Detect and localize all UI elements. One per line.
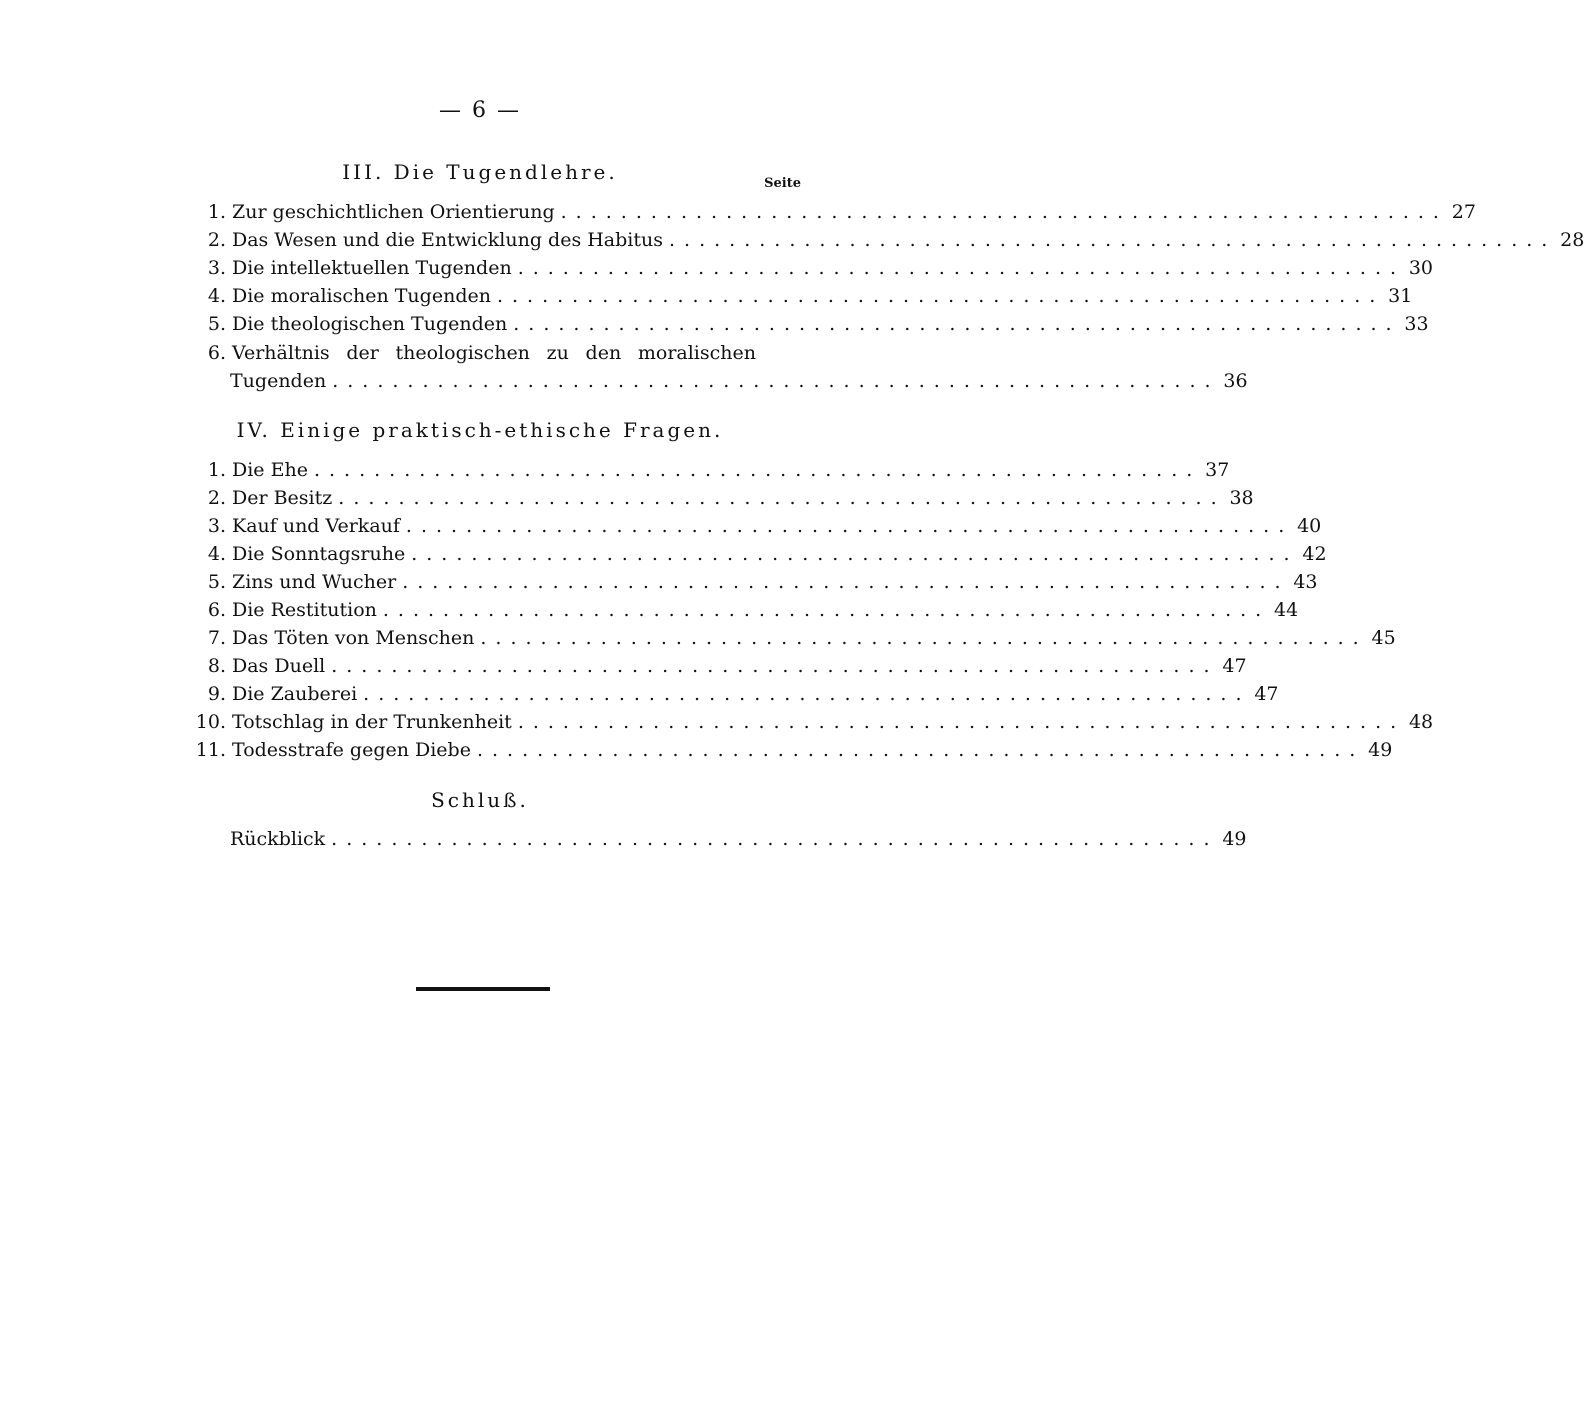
seite-label: Seite	[764, 176, 801, 191]
entry-page: 37	[1205, 459, 1230, 481]
entry-page: 49	[1368, 739, 1393, 761]
dot-leader: ...........................................................	[402, 571, 1290, 593]
toc-entry	[188, 569, 1318, 595]
section-heading-iv: IV. Einige praktisch-ethische Fragen.	[236, 418, 724, 442]
dot-leader: ...........................................................	[560, 201, 1448, 223]
entry-number: 2.	[207, 487, 226, 509]
entry-title: Die theologischen Tugenden	[232, 313, 508, 335]
dot-leader: ...........................................................	[313, 459, 1202, 481]
toc-entry-continuation	[188, 368, 1248, 394]
entry-page: 44	[1274, 599, 1299, 621]
toc-entry	[188, 653, 1247, 679]
closing-rule	[416, 987, 550, 991]
entry-number: 1.	[207, 201, 226, 223]
entry-title: Das Wesen und die Entwicklung des Habitus	[232, 229, 663, 251]
dot-leader: ...........................................................	[331, 655, 1219, 677]
dot-leader: ...........................................................	[382, 599, 1271, 621]
entry-title: Die Ehe	[232, 459, 308, 481]
entry-title: Verhältnis der theologischen zu den moralischen	[232, 342, 756, 364]
entry-number: 5.	[207, 571, 226, 593]
dot-leader: ...........................................................	[363, 683, 1251, 705]
entry-page: 49	[1222, 828, 1247, 850]
entry-title: Rückblick	[230, 828, 326, 850]
entry-number: 10.	[195, 711, 226, 733]
toc-entry	[188, 625, 1396, 651]
toc-entry	[188, 227, 1584, 253]
entry-page: 27	[1451, 201, 1476, 223]
dot-leader: ...........................................................	[517, 711, 1406, 733]
entry-number: 1.	[207, 459, 226, 481]
toc-entry	[188, 709, 1434, 735]
entry-page: 40	[1297, 515, 1322, 537]
entry-number: 8.	[207, 655, 226, 677]
dot-leader: ...........................................................	[513, 313, 1401, 335]
section-heading-iii: III. Die Tugendlehre.	[342, 160, 618, 184]
entry-page: 30	[1408, 257, 1434, 279]
entry-number: 2.	[207, 229, 226, 251]
toc-entry	[188, 283, 1413, 309]
entry-page: 47	[1222, 655, 1247, 677]
entry-number: 3.	[207, 515, 226, 537]
entry-number: 4.	[207, 285, 226, 307]
entry-page: 45	[1371, 627, 1396, 649]
page-number: — 6 —	[439, 98, 521, 123]
entry-page: 43	[1293, 571, 1318, 593]
entry-title: Tugenden	[230, 370, 327, 392]
entry-number: 5.	[207, 313, 226, 335]
entry-title: Die Zauberei	[232, 683, 358, 705]
entry-title: Das Duell	[232, 655, 326, 677]
entry-title: Die moralischen Tugenden	[232, 285, 491, 307]
dot-leader: ...........................................................	[480, 627, 1368, 649]
toc-entry	[188, 737, 1393, 763]
entry-number: 6.	[207, 599, 226, 621]
entry-page: 28	[1560, 229, 1584, 251]
toc-entry	[188, 681, 1279, 707]
entry-page: 33	[1404, 313, 1429, 335]
toc-entry	[188, 541, 1327, 567]
entry-title: Der Besitz	[232, 487, 333, 509]
entry-title: Totschlag in der Trunkenheit	[232, 711, 512, 733]
entry-title: Die intellektuellen Tugenden	[232, 257, 512, 279]
dot-leader: ...........................................................	[496, 285, 1385, 307]
toc-entry	[188, 597, 1299, 623]
entry-title: Todesstrafe gegen Diebe	[232, 739, 471, 761]
entry-page: 36	[1223, 370, 1248, 392]
dot-leader: ...........................................................	[411, 543, 1299, 565]
entry-title: Kauf und Verkauf	[232, 515, 400, 537]
entry-title: Die Restitution	[232, 599, 377, 621]
dot-leader: ...........................................................	[405, 515, 1294, 537]
entry-page: 48	[1408, 711, 1434, 733]
entry-title: Die Sonntagsruhe	[232, 543, 406, 565]
entry-number: 9.	[207, 683, 226, 705]
entry-number: 7.	[207, 627, 226, 649]
entry-number: 11.	[195, 739, 226, 761]
dot-leader: ...........................................................	[476, 739, 1365, 761]
section-heading-schluss: Schluß.	[431, 788, 529, 812]
entry-title: Zur geschichtlichen Orientierung	[232, 201, 555, 223]
entry-title: Das Töten von Menschen	[232, 627, 475, 649]
toc-entry	[188, 199, 1476, 225]
entry-number: 3.	[207, 257, 226, 279]
entry-title: Zins und Wucher	[232, 571, 397, 593]
toc-entry	[188, 457, 1230, 483]
toc-entry	[188, 485, 1254, 511]
entry-page: 47	[1254, 683, 1279, 705]
toc-entry	[188, 826, 1247, 852]
toc-entry	[188, 513, 1322, 539]
dot-leader: ...........................................................	[338, 487, 1226, 509]
dot-leader: ...........................................................	[331, 828, 1219, 850]
entry-page: 38	[1229, 487, 1254, 509]
dot-leader: ...........................................................	[517, 257, 1406, 279]
dot-leader: ...........................................................	[332, 370, 1220, 392]
entry-number: 6.	[207, 342, 226, 364]
entry-page: 42	[1302, 543, 1327, 565]
toc-entry	[188, 340, 802, 366]
toc-entry	[188, 255, 1434, 281]
entry-page: 31	[1388, 285, 1413, 307]
toc-entry	[188, 311, 1429, 337]
dot-leader: ...........................................................	[669, 229, 1557, 251]
entry-number: 4.	[207, 543, 226, 565]
